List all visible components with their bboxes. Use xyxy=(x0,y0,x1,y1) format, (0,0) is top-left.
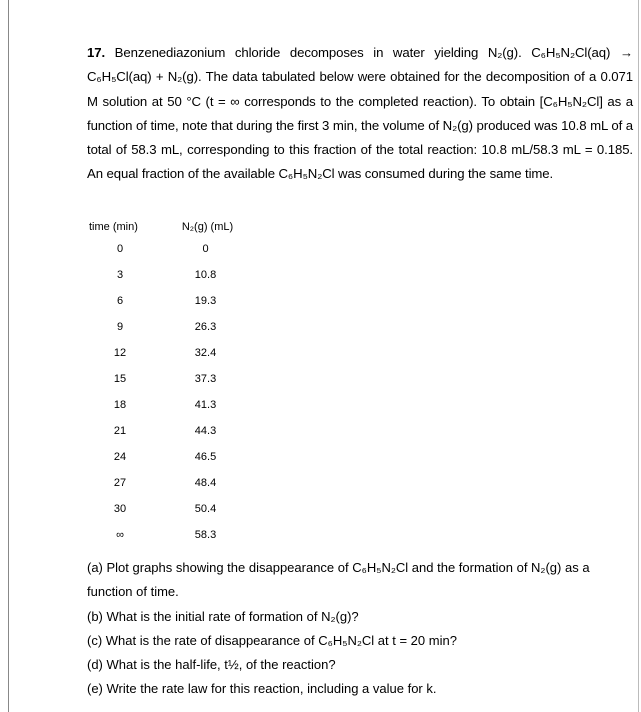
table-row xyxy=(87,262,307,288)
cell-time: 30 xyxy=(113,503,127,515)
cell-volume: 0 xyxy=(202,243,209,255)
question-d: (d) What is the half-life, t½, of the reaction? xyxy=(87,657,336,673)
cell-volume: 37.3 xyxy=(194,373,217,385)
right-border xyxy=(638,0,639,712)
table-row xyxy=(87,288,307,314)
header-volume: N₂(g) (mL) xyxy=(181,221,234,233)
cell-volume: 48.4 xyxy=(194,477,217,489)
header-time: time (min) xyxy=(89,221,138,233)
cell-volume: 26.3 xyxy=(194,321,217,333)
question-a: (a) Plot graphs showing the disappearance of C₆H₅N₂Cl and the formation of N₂(g) as a function of time. xyxy=(87,560,590,600)
cell-time: 18 xyxy=(113,399,127,411)
problem-text: Benzenediazonium chloride decomposes in water yielding N₂(g). C₆H₅N₂Cl(aq) → C₆H₅Cl(aq) + N₂(g). The data tabulated below were obtained for the decomposition of a 0.071 M solution at 50 °C (t = ∞ corresponds to the completed reaction). To obtain [C₆H₅N₂Cl] as a function of time, note that during the first 3 min, the volume of N₂(g) produced was 10.8 mL of a total of 58.3 mL, corresponding to this fraction of the total reaction: 10.8 mL/58.3 mL = 0.185. An equal fraction of the available C₆H₅N₂Cl was consumed during the same time. xyxy=(87,45,633,182)
question-c: (c) What is the rate of disappearance of C₆H₅N₂Cl at t = 20 min? xyxy=(87,632,457,648)
table-header-row xyxy=(87,218,307,236)
cell-time: 12 xyxy=(113,347,127,359)
table-row xyxy=(87,340,307,366)
table-row xyxy=(87,444,307,470)
question-list xyxy=(87,556,637,702)
data-table xyxy=(87,218,307,548)
problem-statement xyxy=(87,41,633,187)
cell-time: 15 xyxy=(113,373,127,385)
cell-volume: 44.3 xyxy=(194,425,217,437)
table-row xyxy=(87,418,307,444)
cell-volume: 58.3 xyxy=(194,529,217,541)
cell-time: ∞ xyxy=(116,529,124,541)
cell-time: 27 xyxy=(113,477,127,489)
problem-number: 17. xyxy=(87,45,106,60)
table-row xyxy=(87,236,307,262)
table-row xyxy=(87,522,307,548)
cell-volume: 32.4 xyxy=(194,347,217,359)
question-e: (e) Write the rate law for this reaction, including a value for k. xyxy=(87,681,437,697)
cell-time: 0 xyxy=(116,243,124,255)
cell-volume: 10.8 xyxy=(194,269,217,281)
cell-time: 24 xyxy=(113,451,127,463)
question-b: (b) What is the initial rate of formation of N₂(g)? xyxy=(87,608,359,624)
cell-time: 21 xyxy=(113,425,127,437)
table-row xyxy=(87,470,307,496)
table-row xyxy=(87,496,307,522)
left-border xyxy=(8,0,9,712)
cell-time: 3 xyxy=(116,269,124,281)
table-row xyxy=(87,314,307,340)
cell-volume: 46.5 xyxy=(194,451,217,463)
table-row xyxy=(87,366,307,392)
cell-volume: 50.4 xyxy=(194,503,217,515)
cell-time: 9 xyxy=(116,321,124,333)
cell-volume: 19.3 xyxy=(194,295,217,307)
table-row xyxy=(87,392,307,418)
cell-time: 6 xyxy=(116,295,124,307)
cell-volume: 41.3 xyxy=(194,399,217,411)
